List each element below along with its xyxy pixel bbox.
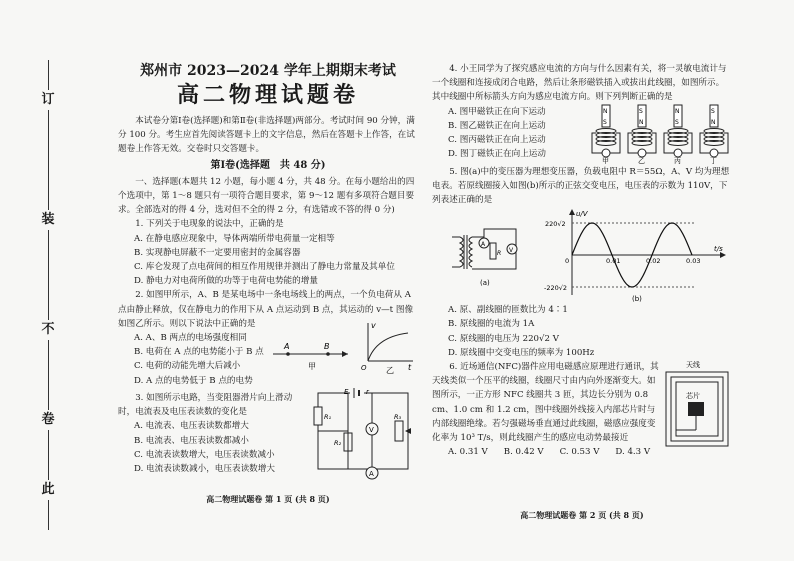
graph-origin: 0 [565,257,570,266]
q3-option: B. 电流表、电压表读数都减小 [134,435,249,446]
fig-b-label: (b) [632,295,642,304]
q1-option: C. 库仑发现了点电荷间的相互作用规律并测出了静电力常量及其单位 [134,262,395,273]
q5-figures [432,207,732,303]
q1-option: D. 静电力对电荷所做的功等于电荷电势能的增量 [134,276,318,287]
q5-stem: 5. 图(a)中的变压器为理想变压器，负载电阻中 R＝55Ω，A、V 均为理想电表。若原线圈接入如图(b)所示的正弦交变电压，电压表的示数为 110V，下列表述正确的是 [432,166,730,206]
graph-xlabel: t/s [714,245,723,254]
fig-label-t: t [408,363,412,373]
chip-label: 芯片 [686,392,700,401]
q1-option: A. 在静电感应现象中，导体两端所带电荷量一定相等 [134,233,335,244]
q1-option: B. 实现静电屏蔽不一定要用密封的金属容器 [134,247,301,258]
q2-figure [268,319,418,379]
figure-label: 丁 [710,156,717,165]
q1-stem: 1. 下列关于电现象的说法中，正确的是 [135,219,284,230]
q3-text [118,391,308,476]
margin-char: 此 [38,480,58,500]
q2-option: C. 电荷的动能先增大后减小 [134,361,241,372]
q6-option: C. 0.53 V [559,447,600,458]
q6-text [432,360,660,459]
intro-text: 本试卷分第Ⅰ卷(选择题)和第Ⅱ卷(非选择题)两部分。考试时间 90 分钟，满分 100 分。考生应首先阅读答题卡上的文字信息，然后在答题卡上作答，在试题卷上作答无效。交卷时只交答题卡。 [118,116,415,155]
exam-title: 郑州市 2023—2024 学年上期期末考试 [140,63,396,79]
q4-option: C. 图丙磁铁正在向上运动 [448,135,546,146]
q4-option: D. 图丁磁铁正在向上运动 [448,149,546,160]
q2-option: D. A 点的电势低于 B 点的电势 [134,375,253,386]
magnet-pole: S [639,107,643,115]
q6-option: D. 4.3 V [615,447,651,458]
q6-option: B. 0.42 V [503,447,544,458]
graph-tick: 0.01 [606,257,621,266]
fig-label-jia: 甲 [308,362,316,372]
q6-block [432,360,732,460]
q2-stem: 2. 如图甲所示，A、B 是某电场中一条电场线上的两点，一个负电荷从 A 点由静止释放，仅在静电力的作用下从 A 点运动到 B 点，其运动的 v—t 图像如图乙所示。则以下说法中正确的是 [118,290,414,329]
fig-label-yi: 乙 [386,366,394,376]
fig-label-v: v [371,321,376,331]
figure-label: 丙 [674,156,681,165]
figure-label: 甲 [602,156,609,165]
q4-options [432,105,592,162]
q5-option: A. 原、副线圈的匝数比为 4∶1 [448,305,568,316]
graph-ylabel: u/V [576,210,588,219]
margin-char: 卷 [38,410,58,430]
magnet-pole: N [603,107,608,115]
graph-tick: 0.02 [646,257,661,266]
q2-option: B. 电荷在 A 点的电势能小于 B 点 [134,347,264,358]
graph-tick: 0.03 [686,257,701,266]
voltmeter-label: V [369,426,374,435]
graph-ymin: -220√2 [544,284,568,293]
q4-option: A. 图甲磁铁正在向下运动 [448,106,546,117]
margin-char: 装 [38,210,58,230]
q6-option: A. 0.31 V [448,447,488,458]
q2-block [118,321,418,391]
q3-option: A. 电流表、电压表读数都增大 [134,421,249,432]
magnet-pole: S [711,107,715,115]
galvanometer [710,149,718,157]
magnet-pole: S [675,118,679,126]
magnet-pole: N [639,118,644,126]
galvanometer [602,149,610,157]
mc-instructions: 一、选择题(本题共 12 小题，每小题 4 分，共 48 分。在每小题给出的四个选项中，第 1～8 题只有一项符合题目要求，第 9～12 题有多项符合题目要求。全部选对的得 4 分，选对但不全的得 2 分，有选错或不答的得 0 分) [118,176,415,216]
q3-option: D. 电流表读数减小，电压表读数增大 [134,464,275,475]
q6-stem: 6. 近场通信(NFC)器件应用电磁感应原理进行通讯，其天线类似一个压平的线圈，线圈尺寸由内向外逐渐变大。如图所示，一正方形 NFC 线圈共 3 匝，其边长分别为 0.8 cm、1.0 cm 和 1.2 cm，图中线圈外线接入内部芯片时与内部线圈绝缘。若匀强磁场垂直通过此线圈，磁感应强度变化率为 10³ T/s，则此线圈产生的感应电动势最接近 [432,362,659,444]
magnet-pole: N [675,107,680,115]
ammeter-label: A [369,470,374,479]
fig-label-o: O [361,364,367,373]
figure-label: 乙 [638,156,645,165]
label-r-internal: r [366,388,369,397]
fig-label-a: A [284,342,290,352]
binding-line [48,60,49,530]
page-2: 4. 小王同学为了探究感应电流的方向与什么因素有关，将一灵敏电流计与一个线圈和连接成闭合电路，然后让条形磁铁插入或拔出此线圈，如图所示。其中线圈中所标箭头方向为感应电流方向。则下列判断正确的是 A. 图甲磁铁正在向下运动 B. 图乙磁铁正在向上运动 C. 图丙磁铁正在向上运动 D. 图丁磁铁正在向上运动 N S 甲 S N 乙 N S 丙 S N 丁 5. 图(a)中的变压器为理想变压器，负载电阻中 R＝55Ω，A、V 均为理想电表。若原线圈接入如图(b)所示的正弦交变电压，电压表的示数为 110V，下列表述正确的是 A R V (a) u/V t/s 220√2 -220√2 0 0.01 0.02 0.03 (b) A. 原、副线圈的匝数比为 4∶1 B. 原线圈的电流为 1A C. 原线圈的电压为 220√2 V D. 原线圈中交变电压的频率为 100Hz 6. 近场通信(NFC)器件应用电磁感应原理进行通讯，其天线类似一个压平的线圈，线圈尺寸由内向外逐渐变大。如图所示，一正方形 NFC 线圈共 3 匝，其边长分别为 0.8 cm、1.0 cm 和 1.2 cm，图中线圈外线接入内部芯片时与内部线圈绝缘。若匀强磁场垂直通过此线圈，磁感应强度变化率为 10³ T/s，则此线圈产生的感应电动势最接近 A. 0.31 V B. 0.42 V C. 0.53 V D. 4.3 V 天线 芯片 高二物理试题卷 第 2 页 (共 8 页) [432,62,732,460]
label-r1: R₁ [324,413,332,422]
q4-stem: 4. 小王同学为了探究感应电流的方向与什么因素有关，将一灵敏电流计与一个线圈和连接成闭合电路，然后让条形磁铁插入或拔出此线圈，如图所示。其中线圈中所标箭头方向为感应电流方向。则下列判断正确的是 [432,64,727,103]
label-r-load: R [497,250,502,258]
q6-options [432,445,660,459]
q4-induction-figure [590,103,732,165]
q2-option: A. A、B 两点的电场强度相同 [134,333,247,344]
margin-char: 不 [38,320,58,340]
q5-option: B. 原线圈的电流为 1A [448,319,535,330]
graph-ymax: 220√2 [545,220,566,229]
q5-option: D. 原线圈中交变电压的频率为 100Hz [448,347,595,358]
margin-char: 订 [38,90,58,110]
label-e: E [344,388,349,397]
q5-transformer-figure [450,225,526,289]
svg-text:A: A [481,241,486,249]
magnet-pole: N [711,118,716,126]
section-title: 第Ⅰ卷(选择题 共 48 分) [210,159,326,171]
q3-option: C. 电流表读数增大，电压表读数减小 [134,449,275,460]
page-1: 郑州市 2023—2024 学年上期期末考试 高二物理试题卷 本试卷分第Ⅰ卷(选择题)和第Ⅱ卷(非选择题)两部分。考试时间 90 分钟，满分 100 分。考生应首先阅读答题卡上的文字信息，然后在答题卡上作答，在试题卷上作答无效。交卷时只交答题卡。 第Ⅰ卷(选择题 共 48 分) 一、选择题(本题共 12 小题，每小题 4 分，共 48 分。在每小题给出的四个选项中，第 1～8 题只有一项符合题目要求，第 9～12 题有多项符合题目要求。全部选对的得 4 分，选对但不全的得 2 分，有选错或不答的得 0 分) 1. 下列关于电现象的说法中，正确的是 A. 在静电感应现象中，导体两端所带电荷量一定相等 B. 实现静电屏蔽不一定要用密封的金属容器 C. 库仑发现了点电荷间的相互作用规律并测出了静电力常量及其单位 D. 静电力对电荷所做的功等于电荷电势能的增量 2. 如图甲所示，A、B 是某电场中一条电场线上的两点，一个负电荷从 A 点由静止释放，仅在静电力的作用下从 A 点运动到 B 点，其运动的 v—t 图像如图乙所示。则以下说法中正确的是 A. A、B 两点的电场强度相同 B. 电荷在 A 点的电势能小于 B 点 C. 电荷的动能先增大后减小 D. A 点的电势低于 B 点的电势 A B 甲 v t O 乙 3. 如图所示电路，当变阻器滑片向上滑动时，电流表及电压表读数的变化是 A. 电流表、电压表读数都增大 B. 电流表、电压表读数都减小 C. 电流表读数增大，电压表读数减小 D. 电流表读数减小，电压表读数增大 E r R₁ R₂ V R₃ A 高二物理试题卷 第 1 页 (共 8 页) [118,62,418,481]
q3-block [118,388,418,481]
q3-stem: 3. 如图所示电路，当变阻器滑片向上滑动时，电流表及电压表读数的变化是 [118,393,293,418]
galvanometer [638,149,646,157]
galvanometer [674,149,682,157]
fig-a-label: (a) [480,279,490,288]
label-r2: R₂ [334,439,342,448]
label-r3: R₃ [394,413,402,422]
binding-margin [34,60,64,530]
paper-title: 高二物理试题卷 [176,82,359,108]
magnet-pole: S [603,118,607,126]
antenna-label: 天线 [686,361,700,370]
q3-circuit-figure [310,387,418,483]
q4-option: B. 图乙磁铁正在向上运动 [448,120,546,131]
q6-nfc-figure [662,358,732,450]
q5-voltage-graph [544,207,730,303]
svg-text:V: V [509,247,514,255]
q4-block [432,105,732,165]
q5-option: C. 原线圈的电压为 220√2 V [448,333,559,344]
fig-label-b: B [324,342,330,352]
